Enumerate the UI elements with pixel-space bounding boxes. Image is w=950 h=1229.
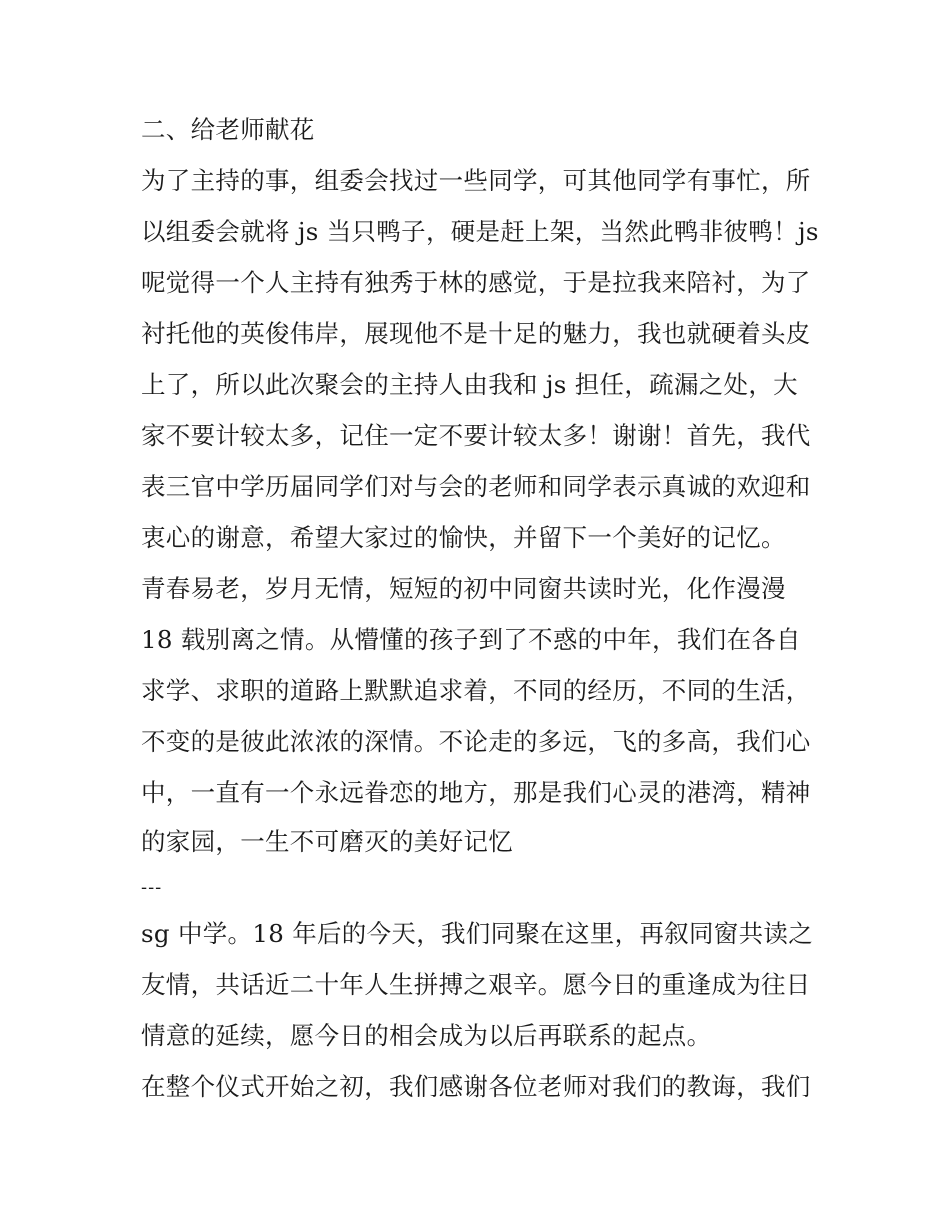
section-heading: 二、给老师献花 xyxy=(141,115,315,144)
page-separator: --- xyxy=(141,877,163,898)
paragraph-line: 家不要计较太多，记住一定不要计较太多！谢谢！首先，我代 xyxy=(141,421,811,450)
paragraph-line: 的家园，一生不可磨灭的美好记忆 xyxy=(141,827,513,856)
paragraph-line: 情意的延续，愿今日的相会成为以后再联系的起点。 xyxy=(141,1021,712,1050)
paragraph-line: 衷心的谢意，希望大家过的愉快，并留下一个美好的记忆。 xyxy=(141,523,786,552)
paragraph-line: 在整个仪式开始之初，我们感谢各位老师对我们的教诲，我们 xyxy=(141,1072,811,1101)
paragraph-line: 求学、求职的道路上默默追求着，不同的经历，不同的生活， xyxy=(141,676,811,705)
paragraph-line: 以组委会就将 js 当只鸭子，硬是赶上架，当然此鸭非彼鸭！js xyxy=(141,217,819,246)
paragraph-line: 中，一直有一个永远眷恋的地方，那是我们心灵的港湾，精神 xyxy=(141,778,811,807)
paragraph-line: 为了主持的事，组委会找过一些同学，可其他同学有事忙，所 xyxy=(141,166,811,195)
paragraph-line: 上了，所以此次聚会的主持人由我和 js 担任，疏漏之处，大 xyxy=(141,370,798,399)
paragraph-line: 不变的是彼此浓浓的深情。不论走的多远，飞的多高，我们心 xyxy=(141,727,811,756)
paragraph-line: 呢觉得一个人主持有独秀于林的感觉，于是拉我来陪衬，为了 xyxy=(141,268,811,297)
paragraph-line: 青春易老，岁月无情，短短的初中同窗共读时光，化作漫漫 xyxy=(141,574,786,603)
paragraph-line: 衬托他的英俊伟岸，展现他不是十足的魅力，我也就硬着头皮 xyxy=(141,319,811,348)
paragraph-line: sg 中学。18 年后的今天，我们同聚在这里，再叙同窗共读之 xyxy=(141,919,814,948)
paragraph-line: 18 载别离之情。从懵懂的孩子到了不惑的中年，我们在各自 xyxy=(141,625,801,654)
paragraph-line: 友情，共话近二十年人生拼搏之艰辛。愿今日的重逢成为往日 xyxy=(141,970,811,999)
paragraph-line: 表三官中学历届同学们对与会的老师和同学表示真诚的欢迎和 xyxy=(141,472,811,501)
